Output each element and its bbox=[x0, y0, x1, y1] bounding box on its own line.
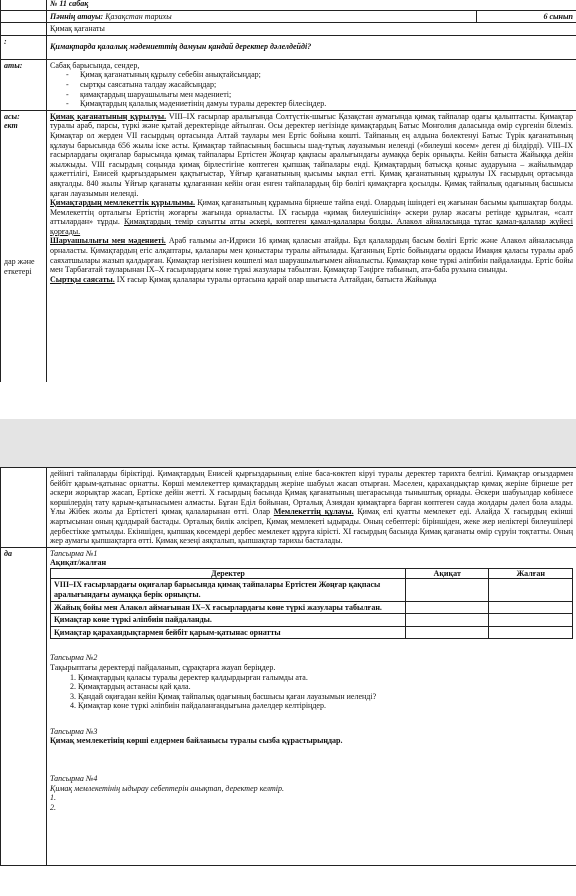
true-answer-cell[interactable] bbox=[405, 579, 489, 601]
question-item: 1. Қимақтардың қаласы туралы деректер қалдырдырған ғалымды ата. bbox=[78, 673, 573, 683]
false-answer-cell[interactable] bbox=[489, 626, 573, 639]
objectives-list bbox=[50, 70, 573, 108]
table-row: VIII–IX ғасырлардағы оқиғалар барысында қимақ тайпалары Ертістен Жоңғар қақпасы аралығындағы аумаққа берік орнықты. bbox=[51, 579, 573, 601]
paragraph-foreign-policy: Сыртқы саясаты. IX ғасыр Қимақ қалалары туралы ортасына қарай олар шығыста Алтайдан, батыста Жайыққа bbox=[50, 274, 437, 284]
task2-title: Тапсырма №2 bbox=[50, 653, 98, 663]
false-answer-cell[interactable] bbox=[489, 579, 573, 601]
subject-label: Пәннің атауы: bbox=[50, 11, 104, 21]
question-item: 3. Қандай оқиғадан кейін Қимақ тайпалық одағының басшысы қаған лауазымын иеленді? bbox=[78, 692, 573, 702]
objective-item: - Қимақтардың қалалық мәдениетінің дамуы туралы деректер білесіңдер. bbox=[80, 99, 573, 109]
lesson-plan-table-continued bbox=[0, 467, 576, 866]
column-header: Ақиқат bbox=[405, 568, 489, 578]
continued-text: дейінгі тайпаларды біріктірді. Қимақтардың Енисей қырғыздарының еліне баса-көктеп кіруі туралы деректер тарихта белгілі. Қимақтар оғыздармен бейбіт қарым-қатынас орнатты. Көрші мемлекеттер қимақтардың жеріне шабуыл жасап отырған. Мәселен, қарахандықтар қимақ жеріне бірнеше рет әскери жорықтар жасап, Ертіске дейін жетті. X ғасырдың басында Қимақ қағанатының шегарасында тыныштық орнады. Әскери шабуылдар көбінесе көршілердің тату қарым-қатынасымен алмасты. Бұған Еділ бойынан, Орталық Азиядан қимақтарға барған көптеген сауда жолдары дәлел бола алады. Ұлы Жібек жолы да Ертістегі қимақ қалаларынан өтті. Олар Мемлекеттің құлауы. Қимақ елі қуатты мемлекет еді. Алайда X ғасырдың екінші жартысынан оның құлдырай бастады. Орталық билік әлсіреп, Қимақ мемлекеті ыдырады. Оның себептері: біріншіден, жеке жер иеліктері билеушілері дербестікке ұмтылды. Екіншіден, қыпшақ көсемдері дербес мемлекет құруға кірісті. XI ғасырдың басында Қимақ қағанаты өмір сүруін тоқтатты. Оның жер аумағы қыпшақтарға өтті. Қимақ кезеңі аяқталып, қыпшақтар тарихы басталады. bbox=[47, 468, 576, 548]
objective-item: - Қимақ қағанатының құрылу себебін анықтайсыңдар; bbox=[80, 70, 573, 80]
true-answer-cell[interactable] bbox=[405, 614, 489, 627]
answer-line: 2. bbox=[50, 802, 56, 812]
question-item: 2. Қимақтардың астанасы қай қала. bbox=[78, 682, 573, 692]
document-page-2 bbox=[0, 467, 576, 896]
topic-value: Қимақ қағанаты bbox=[47, 23, 576, 36]
grade-label: 6 сынып bbox=[477, 10, 576, 23]
paragraph-state-structure: Қимақтардың мемлекеттік құрылымы. Қимақ қағанатының құрамына бірнеше тайпа енді. Олардың ішіндегі ең жағынан басымы қыпшақтар болды. Мемлекеттің орталығы Ертістің жоғарғы жағында орналасты. IX ғасырда «қимақ билеушісінің» әскери рулар жасағы ретінде құрылған, «салт аттылардан» тұрды. Қимақтардың темір сауытты атты әскері, көптеген қамал-қалалары болды. Алакөл айналасында тұтас қамал-қалалар жүйесі қорғады. bbox=[50, 198, 574, 236]
task3-title: Тапсырма №3 bbox=[50, 726, 98, 736]
table-row: Қимақтар қарахандықтармен бейбіт қарым-қатынас орнатты bbox=[51, 626, 573, 639]
lesson-text bbox=[47, 110, 576, 382]
lesson-question: Қимақтарда қалалық мәдениеттің дамуын қандай деректер дәлелдейді? bbox=[47, 35, 576, 59]
column-header: Деректер bbox=[51, 568, 406, 578]
objectives-intro: Сабақ барысында, сендер, bbox=[50, 60, 140, 70]
paragraph-formation: Қимақ қағанатының құрылуы. VIII–IX ғасырлар аралығында Солтүстік-шығыс Қазақстан аумағында қимақ тайпалар одағы қалыптасты. Қимақтар туралы араб, парсы, түркі және қытай деректерінде айтылған. Осы деректер негізінде қимақтардың Батыс Монголия даласында өмір сүргенін білеміз. Қимақтар ол жерден VII ғасырдың ортасында Алтай таулары мен Ертіс бойына көшті. Тайпаның ең алдына бөлектенуі Батыс Түрік қағанатының құлауы барысында 656 жылы іске асты. Қимақтар тайпасының басшысы шад-тұтық лауазымын иеленді («билеуші көсем» деген ді білдірді). VIII–IX ғасырлардағы оқиғалар барысында қимақ тайпалары Ертістен Жоңғар қақпасы аралығындағы аумаққа берік орнықты. Кейін батыста Жайыққа дейін жылжыды. VIII ғасырдың соңында қимақ бірлестігіне көптеген қыпшақ тайпалары енді. Қимақтардың батысқа қоныс аударуына – жайылымдар қажеттілігі, Енисей қырғыздарымен қақтығыстар, Ұйғыр қағанатының қысымы ықпал етті. Қимақ қағанатының құрылуы IX ғасырдың ортасында аяқталды. 840 жылы Ұйғыр қағанаты құлағаннан кейін оған енген тайпалардың бір бөлігі қимақтарға қосылды. Қимақ тайпалық одағының басшысы қаған лауазымын иеленді. bbox=[50, 111, 573, 198]
task3-text: Қимақ мемлекетінің көрші елдермен байланысы туралы сызба құрастырыңдар. bbox=[50, 736, 343, 746]
page-separator bbox=[0, 419, 576, 467]
true-answer-cell[interactable] bbox=[405, 601, 489, 614]
tasks-cell bbox=[47, 547, 576, 865]
false-answer-cell[interactable] bbox=[489, 601, 573, 614]
task1-subtitle: Ақиқат/жалған bbox=[50, 558, 107, 568]
tasks-label: да bbox=[1, 547, 47, 865]
task2-intro: Тақырыптағы деректерді пайдаланып, сұрақтарға жауап беріңдер. bbox=[50, 662, 276, 672]
page-gap bbox=[0, 382, 576, 467]
true-answer-cell[interactable] bbox=[405, 626, 489, 639]
true-false-table bbox=[50, 568, 573, 639]
subject-cell bbox=[47, 10, 477, 23]
content-labels: асы: ект дар және еткетері bbox=[1, 110, 47, 382]
task4-title: Тапсырма №4 bbox=[50, 774, 98, 784]
subject-value: Қазақстан тарихы bbox=[105, 11, 172, 21]
false-answer-cell[interactable] bbox=[489, 614, 573, 627]
table-row: Қимақтар көне түркі әліпбиін пайдаланды. bbox=[51, 614, 573, 627]
lesson-plan-table bbox=[0, 0, 576, 383]
objectives-label: аты: bbox=[1, 59, 47, 110]
objective-item: - сыртқы саясатына талдау жасайсыңдар; bbox=[80, 80, 573, 90]
objective-item: - қимақтардың шаруашылығы мен мәдениеті; bbox=[80, 90, 573, 100]
document-page-1 bbox=[0, 0, 576, 382]
task4-text: Қимақ мемлекетінің ыдырау себептерін анықтап, деректер келтір. bbox=[50, 783, 285, 793]
question-item: 4. Қимақтар көне түркі әліпбиін пайдаланғандығына дәлелдер келтіріңдер. bbox=[78, 701, 573, 711]
task1-title: Тапсырма №1 bbox=[50, 548, 98, 558]
table-row: Жайық бойы мен Алакөл аймағынан IX–X ғасырлардағы көне түркі жазулары табылған. bbox=[51, 601, 573, 614]
lesson-number: № 11 сабақ bbox=[47, 0, 576, 10]
column-header: Жалған bbox=[489, 568, 573, 578]
objectives-cell bbox=[47, 59, 576, 110]
task2-questions bbox=[50, 673, 573, 711]
answer-line: 1. bbox=[50, 793, 56, 803]
question-label: : bbox=[1, 35, 47, 59]
paragraph-economy-culture: Шаруашылығы мен мәдениеті. Араб ғалымы әл-Идриси 16 қимақ қаласын атайды. Бұл қалалардың басым бөлігі Ертіс және Алакөл айналасында орналасты. Қимақтардың егіс алқаптары, қалалары мен қоныстары туралы айтылады. Қағанның Ертіс бойындағы ордасы Имақия қаласы туралы араб саяхатшылары жазып қалдырған. Қимақтар негізінен көшпелі мал шаруашылығымен айналысты. Қимақтар көне түркі әліпбиін пайдаланды. Ертіс бойы мен Тарбағатай тауларынан IX–X ғасырлардағы көне түркі жазулары табылған. Қимақтар Тәңірге табынып, ата-баба рухына сиынды. bbox=[50, 236, 573, 275]
